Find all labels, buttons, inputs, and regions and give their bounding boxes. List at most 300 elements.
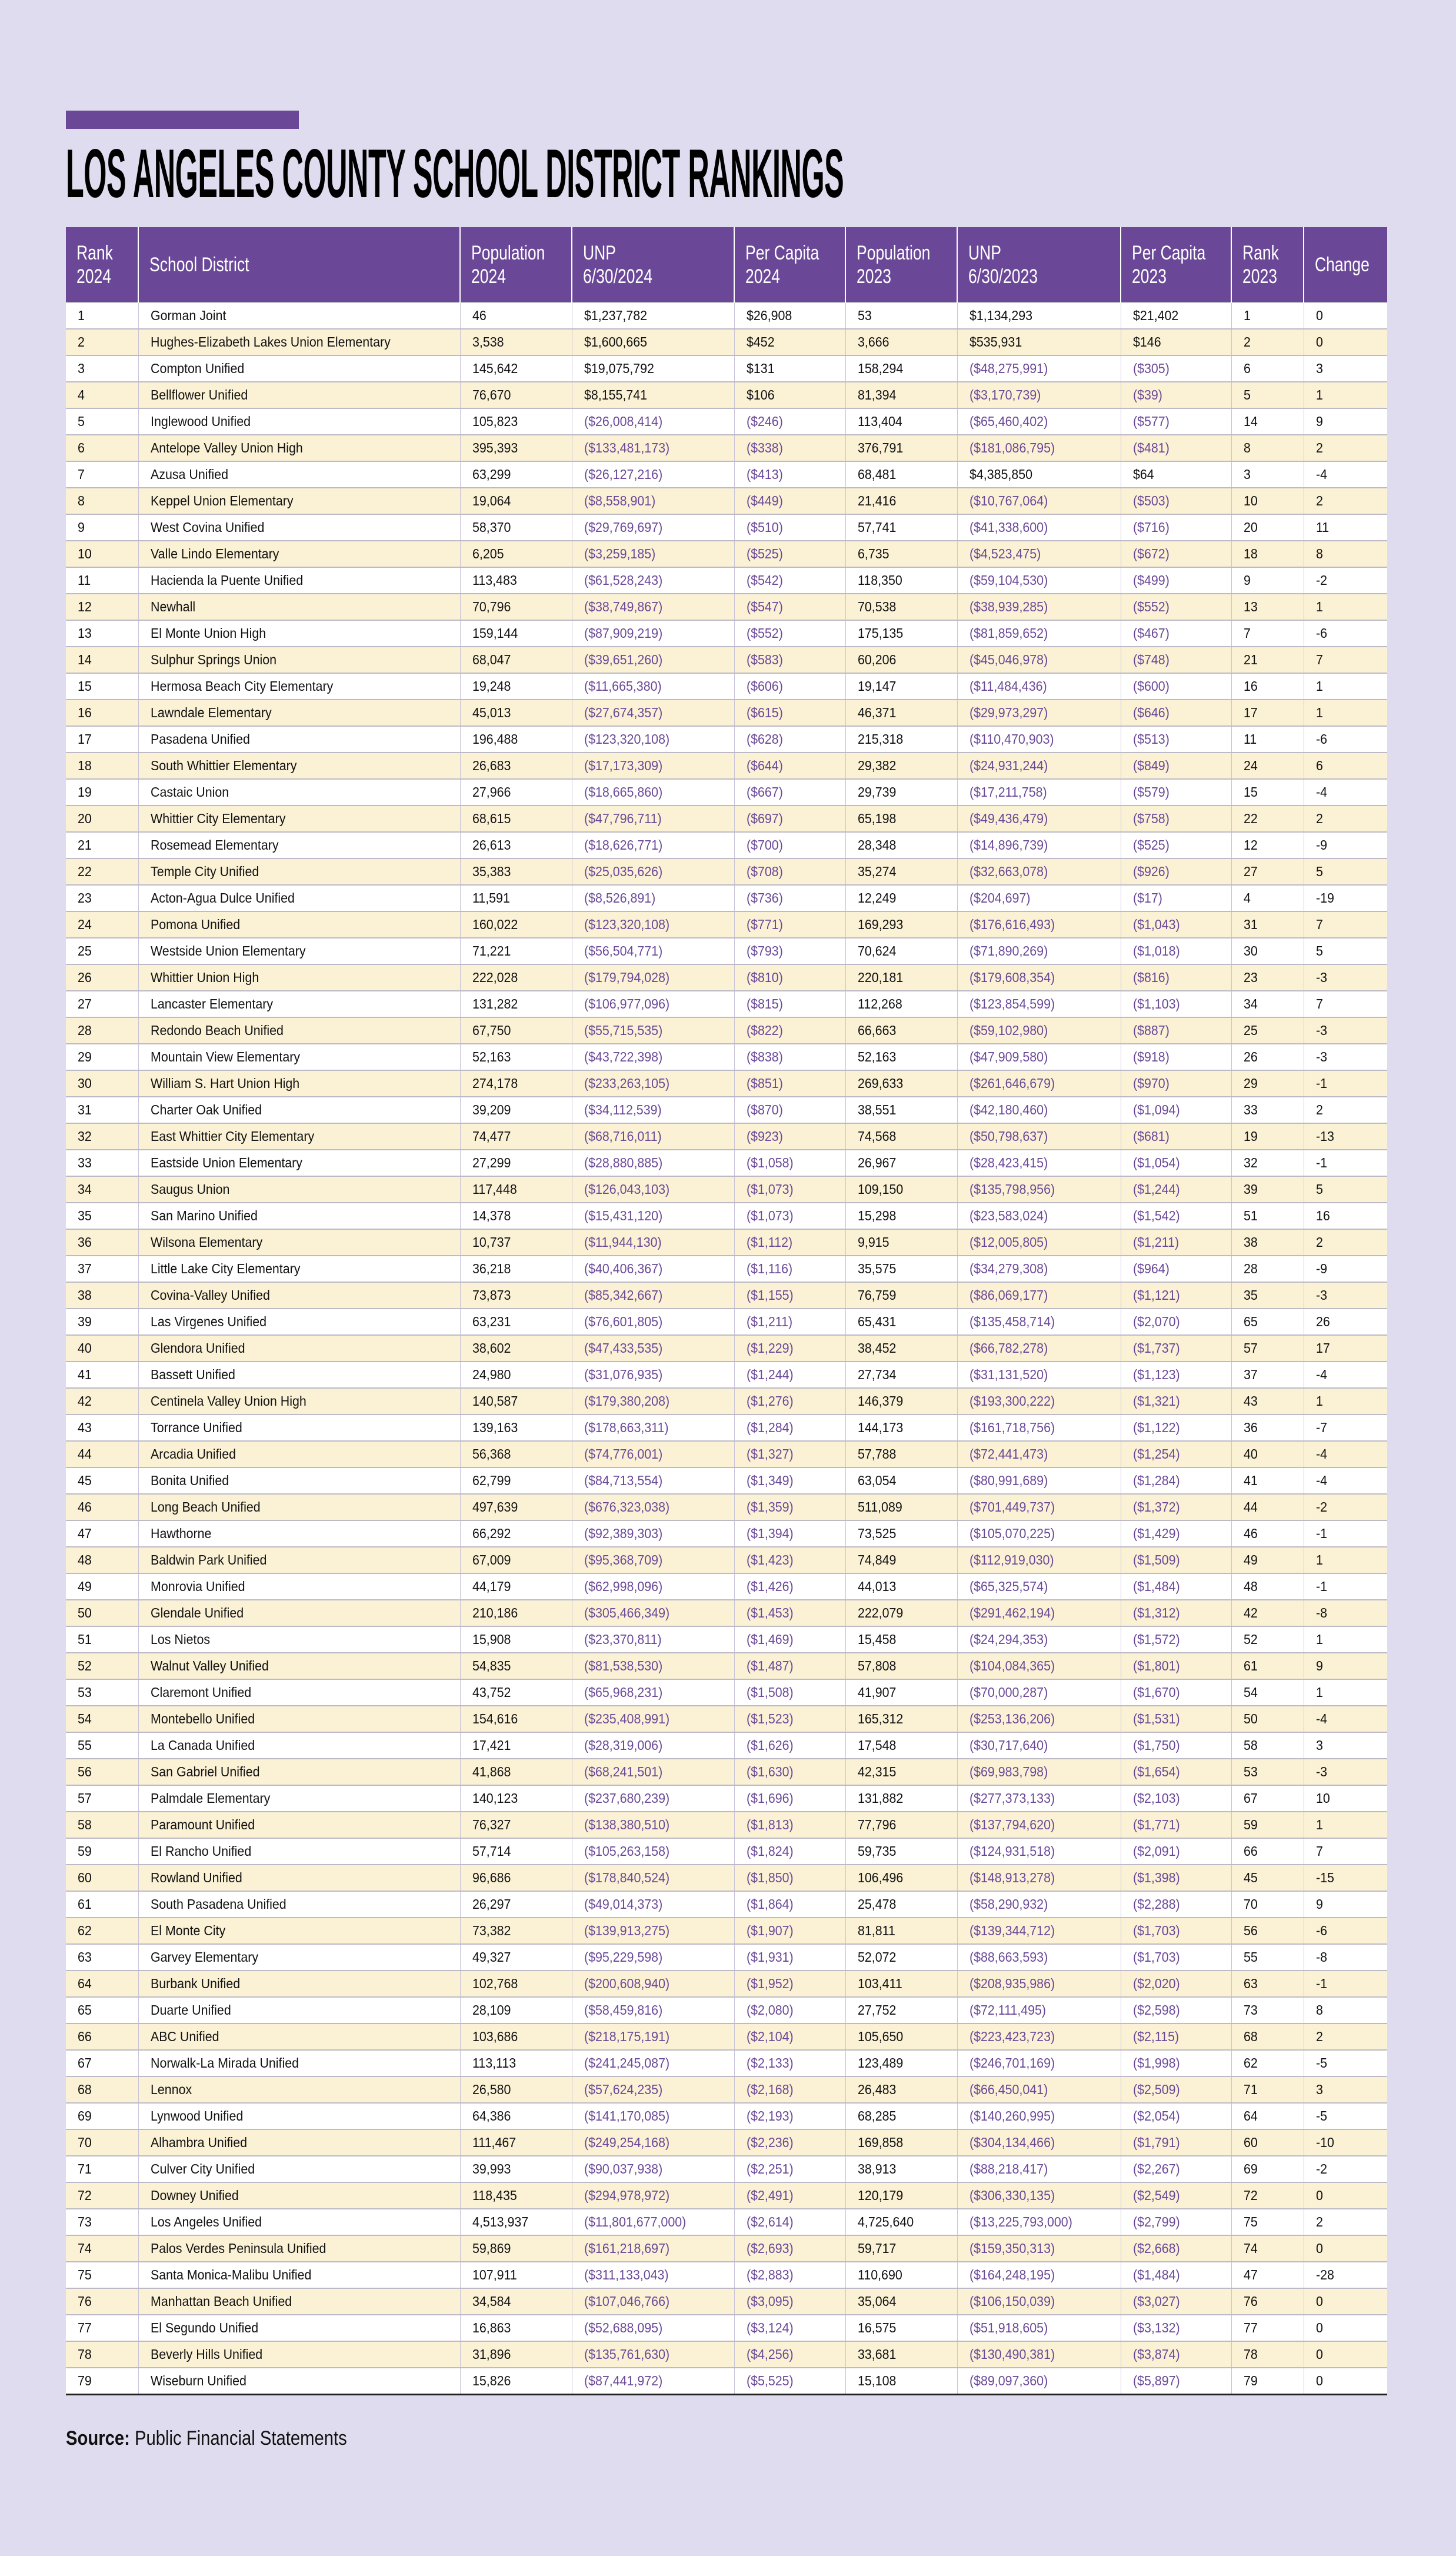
cell-value: ($1,737) [1132,1340,1180,1356]
cell-rank-2024 [66,2341,138,2368]
cell-value: ($14,896,739) [969,837,1048,853]
cell-value: 2 [1315,2214,1323,2229]
cell-value: ($1,696) [746,1790,794,1806]
cell-value: ($1,572) [1132,1632,1180,1647]
cell-rank-2023 [1231,408,1304,435]
cell-per-capita-2024 [734,964,845,991]
cell-rank-2023 [1231,673,1304,700]
cell-unp-2023 [957,1017,1121,1044]
cell-value: 73,525 [857,1526,896,1541]
column-header-rank-2024 [66,227,138,302]
cell-population-2023 [845,700,957,726]
cell-population-2024 [460,1097,572,1123]
cell-value: ($672) [1132,546,1170,561]
cell-value: ($1,254) [1132,1446,1180,1462]
cell-value: ($50,798,637) [969,1129,1048,1144]
cell-school-district [138,726,460,753]
cell-population-2023 [845,302,957,329]
cell-value: 3 [1243,467,1251,482]
table-row [66,1812,1387,1838]
cell-value: 53 [78,1685,92,1700]
cell-school-district [138,1971,460,1997]
cell-value: 3 [1315,361,1323,376]
cell-change [1304,1653,1387,1679]
cell-rank-2024 [66,1865,138,1891]
table-row [66,1653,1387,1679]
cell-rank-2023 [1231,1679,1304,1706]
cell-rank-2024 [66,1282,138,1309]
cell-value: ($1,359) [746,1499,794,1515]
cell-value: 34 [78,1182,92,1197]
cell-unp-2024 [572,1812,734,1838]
cell-rank-2023 [1231,1732,1304,1759]
cell-unp-2024 [572,2129,734,2156]
cell-rank-2024 [66,461,138,488]
cell-value: 42,315 [857,1764,896,1779]
column-header-line1: Rank [1242,241,1279,264]
cell-unp-2023 [957,329,1121,355]
cell-value: ($606) [746,678,783,694]
cell-school-district [138,1017,460,1044]
cell-value: -1 [1315,1976,1327,1991]
cell-value: 81,811 [857,1923,895,1938]
cell-value: William S. Hart Union High [150,1076,299,1091]
cell-per-capita-2023 [1121,2209,1231,2235]
cell-value: ($338) [746,440,783,455]
table-row [66,329,1387,355]
cell-unp-2023 [957,2103,1121,2129]
cell-per-capita-2023 [1121,1123,1231,1150]
cell-rank-2024 [66,2288,138,2315]
cell-value: $4,385,850 [969,467,1032,482]
cell-value: 8 [1315,2002,1323,2018]
cell-value: ($51,918,605) [969,2320,1048,2335]
cell-rank-2023 [1231,594,1304,620]
cell-change [1304,2050,1387,2076]
cell-unp-2024 [572,1494,734,1520]
cell-population-2023 [845,1362,957,1388]
cell-per-capita-2024 [734,673,845,700]
cell-change [1304,964,1387,991]
cell-value: 169,858 [857,2135,903,2150]
cell-population-2023 [845,594,957,620]
cell-rank-2023 [1231,1600,1304,1626]
cell-value: 51 [78,1632,92,1647]
cell-unp-2023 [957,1547,1121,1573]
column-header-per-capita-2024 [734,227,845,302]
cell-value: 52,163 [857,1049,896,1064]
cell-change [1304,2235,1387,2262]
cell-change [1304,647,1387,673]
column-header-line2: 2023 [1132,265,1167,288]
column-header-label [1315,253,1370,277]
cell-change [1304,2076,1387,2103]
cell-value: ($47,433,535) [584,1340,662,1356]
cell-value: ($164,248,195) [969,2267,1055,2282]
cell-school-district [138,1573,460,1600]
table-row [66,1944,1387,1971]
cell-rank-2024 [66,1123,138,1150]
cell-rank-2024 [66,1759,138,1785]
cell-rank-2024 [66,911,138,938]
cell-value: 79 [1243,2373,1258,2388]
cell-value: ($3,170,739) [969,387,1041,402]
table-row [66,1335,1387,1362]
cell-value: 50 [78,1605,92,1620]
cell-value: 72 [1243,2188,1258,2203]
table-row [66,1229,1387,1256]
table-header-row [66,227,1387,302]
cell-value: ($503) [1132,493,1170,508]
cell-rank-2024 [66,2156,138,2182]
cell-value: 2 [1243,334,1251,350]
cell-value: 0 [1315,2188,1323,2203]
cell-value: 58 [78,1817,92,1832]
cell-rank-2023 [1231,1256,1304,1282]
cell-change [1304,594,1387,620]
cell-unp-2023 [957,382,1121,408]
cell-value: 4,513,937 [472,2214,528,2229]
cell-value: 52 [78,1658,92,1673]
cell-unp-2023 [957,488,1121,514]
cell-value: 25 [1243,1023,1258,1038]
cell-rank-2024 [66,1706,138,1732]
cell-rank-2024 [66,1362,138,1388]
cell-rank-2024 [66,1150,138,1176]
cell-per-capita-2023 [1121,2050,1231,2076]
cell-population-2024 [460,408,572,435]
cell-unp-2024 [572,1547,734,1573]
cell-value: 0 [1315,2241,1323,2256]
cell-value: 19,248 [472,678,511,694]
cell-value: 74 [78,2241,92,2256]
cell-school-district [138,1626,460,1653]
cell-unp-2023 [957,620,1121,647]
cell-population-2023 [845,1520,957,1547]
cell-rank-2023 [1231,302,1304,329]
column-header-line1: UNP [583,241,617,264]
cell-school-district [138,2050,460,2076]
cell-school-district [138,2341,460,2368]
cell-per-capita-2023 [1121,1520,1231,1547]
cell-value: ($2,054) [1132,2108,1180,2124]
cell-unp-2024 [572,673,734,700]
cell-value: 123,489 [857,2055,903,2071]
cell-population-2023 [845,1865,957,1891]
cell-value: 63,054 [857,1473,896,1488]
cell-per-capita-2024 [734,1838,845,1865]
cell-population-2024 [460,1203,572,1229]
cell-unp-2024 [572,461,734,488]
cell-value: 32 [1243,1155,1258,1170]
cell-value: Little Lake City Elementary [150,1261,300,1276]
cell-population-2023 [845,567,957,594]
cell-value: 26,297 [472,1896,511,1912]
cell-per-capita-2023 [1121,355,1231,382]
cell-value: ($1,864) [746,1896,794,1912]
cell-unp-2023 [957,1812,1121,1838]
cell-value: 77 [1243,2320,1258,2335]
cell-value: 1 [1315,1632,1323,1647]
cell-value: 44,179 [472,1579,511,1594]
cell-school-district [138,964,460,991]
cell-value: 38,602 [472,1340,511,1356]
table-row [66,1759,1387,1785]
cell-unp-2023 [957,2182,1121,2209]
cell-value: 46 [472,308,487,323]
cell-per-capita-2023 [1121,753,1231,779]
cell-school-district [138,1706,460,1732]
cell-value: 15 [78,678,92,694]
cell-per-capita-2024 [734,1732,845,1759]
cell-value: ($1,429) [1132,1526,1180,1541]
cell-school-district [138,1944,460,1971]
cell-per-capita-2023 [1121,1891,1231,1918]
cell-unp-2024 [572,885,734,911]
cell-population-2023 [845,832,957,858]
cell-change [1304,832,1387,858]
cell-rank-2024 [66,885,138,911]
cell-unp-2024 [572,1415,734,1441]
cell-value: 497,639 [472,1499,518,1515]
cell-population-2024 [460,1335,572,1362]
cell-value: 19,064 [472,493,511,508]
cell-value: El Segundo Unified [150,2320,258,2335]
cell-value: 38,452 [857,1340,896,1356]
table-row [66,2209,1387,2235]
cell-value: ($1,531) [1132,1711,1180,1726]
cell-value: 57 [1243,1340,1258,1356]
cell-value: Pomona Unified [150,917,240,932]
cell-unp-2023 [957,1573,1121,1600]
cell-rank-2023 [1231,1335,1304,1362]
cell-unp-2024 [572,779,734,806]
cell-unp-2024 [572,1573,734,1600]
cell-value: 67 [78,2055,92,2071]
cell-value: ($161,718,756) [969,1420,1055,1435]
cell-unp-2024 [572,832,734,858]
cell-value: 10 [78,546,92,561]
cell-rank-2024 [66,964,138,991]
cell-per-capita-2023 [1121,594,1231,620]
cell-value: 7 [1243,625,1251,641]
cell-value: ($76,601,805) [584,1314,662,1329]
cell-value: ($179,794,028) [584,970,669,985]
cell-rank-2023 [1231,1494,1304,1520]
cell-per-capita-2023 [1121,2182,1231,2209]
column-header-line1: Per Capita [1132,241,1206,264]
cell-value: 28 [78,1023,92,1038]
cell-value: ($233,263,105) [584,1076,669,1091]
cell-value: Claremont Unified [150,1685,251,1700]
cell-value: ($2,091) [1132,1843,1180,1859]
cell-value: 30 [1243,943,1258,958]
cell-value: ($815) [746,996,783,1011]
cell-rank-2023 [1231,1229,1304,1256]
cell-unp-2023 [957,1520,1121,1547]
cell-per-capita-2023 [1121,911,1231,938]
cell-value: 1 [1315,705,1323,720]
cell-value: Hughes-Elizabeth Lakes Union Elementary [150,334,391,350]
cell-value: 145,642 [472,361,518,376]
cell-value: ($56,504,771) [584,943,662,958]
cell-value: 11 [78,573,91,588]
cell-value: ($887) [1132,1023,1170,1038]
cell-per-capita-2023 [1121,1256,1231,1282]
cell-rank-2024 [66,2315,138,2341]
cell-per-capita-2023 [1121,1176,1231,1203]
cell-change [1304,1547,1387,1573]
cell-unp-2023 [957,1785,1121,1812]
cell-change [1304,1070,1387,1097]
cell-school-district [138,2076,460,2103]
cell-unp-2024 [572,2103,734,2129]
cell-value: Wiseburn Unified [150,2373,246,2388]
cell-value: ($57,624,235) [584,2082,662,2097]
cell-value: ($65,460,402) [969,414,1048,429]
cell-value: ($15,431,120) [584,1208,662,1223]
cell-value: 59 [1243,1817,1258,1832]
cell-value: ($2,668) [1132,2241,1180,2256]
cell-value: Long Beach Unified [150,1499,261,1515]
cell-value: 75 [78,2267,92,2282]
cell-unp-2023 [957,2129,1121,2156]
cell-unp-2023 [957,1653,1121,1679]
rankings-table [66,227,1387,2395]
cell-per-capita-2024 [734,620,845,647]
cell-value: ($547) [746,599,783,614]
cell-value: ($851) [746,1076,783,1091]
cell-rank-2023 [1231,1415,1304,1441]
cell-unp-2024 [572,1044,734,1070]
cell-population-2023 [845,753,957,779]
cell-unp-2024 [572,1176,734,1203]
cell-rank-2024 [66,1547,138,1573]
cell-unp-2024 [572,1626,734,1653]
cell-value: 46 [78,1499,92,1515]
cell-per-capita-2024 [734,2182,845,2209]
cell-population-2023 [845,2182,957,2209]
cell-population-2023 [845,2341,957,2368]
cell-population-2024 [460,1785,572,1812]
cell-value: ($40,406,367) [584,1261,662,1276]
cell-value: -1 [1315,1579,1327,1594]
cell-value: 17,548 [857,1738,896,1753]
cell-population-2024 [460,2156,572,2182]
cell-per-capita-2023 [1121,461,1231,488]
cell-per-capita-2023 [1121,1573,1231,1600]
cell-rank-2023 [1231,1547,1304,1573]
cell-population-2024 [460,1388,572,1415]
cell-value: 15,826 [472,2373,511,2388]
cell-value: -8 [1315,1605,1327,1620]
cell-value: ($552) [1132,599,1170,614]
cell-population-2024 [460,620,572,647]
cell-value: 376,791 [857,440,903,455]
cell-value: ($10,767,064) [969,493,1048,508]
cell-unp-2023 [957,673,1121,700]
cell-value: 13 [78,625,92,641]
cell-school-district [138,1256,460,1282]
cell-rank-2024 [66,1838,138,1865]
cell-value: ($758) [1132,811,1170,826]
cell-value: 20 [78,811,92,826]
table-row [66,1838,1387,1865]
cell-value: 140,123 [472,1790,518,1806]
table-row [66,382,1387,408]
column-header-school-district [138,227,460,302]
cell-value: 57,741 [857,520,896,535]
table-row [66,1017,1387,1044]
table-row [66,2156,1387,2182]
cell-population-2023 [845,1415,957,1441]
cell-rank-2024 [66,1203,138,1229]
cell-rank-2023 [1231,1706,1304,1732]
cell-value: 2 [78,334,85,350]
cell-rank-2023 [1231,885,1304,911]
cell-value: ($141,170,085) [584,2108,669,2124]
cell-value: ($39) [1132,387,1162,402]
cell-population-2023 [845,435,957,461]
cell-population-2023 [845,514,957,541]
cell-value: ($1,211) [746,1314,792,1329]
table-row [66,2315,1387,2341]
cell-value: 31 [1243,917,1258,932]
table-row [66,1547,1387,1573]
cell-unp-2023 [957,1467,1121,1494]
cell-population-2024 [460,1017,572,1044]
cell-rank-2023 [1231,832,1304,858]
cell-value: 81,394 [857,387,896,402]
cell-value: 12 [1243,837,1258,853]
cell-value: ($107,046,766) [584,2294,669,2309]
cell-value: 35,274 [857,864,896,879]
cell-value: Rowland Unified [150,1870,242,1885]
column-header-line2: 2024 [745,265,780,288]
cell-value: ($47,796,711) [584,811,662,826]
cell-population-2023 [845,488,957,514]
cell-value: 78 [1243,2347,1258,2362]
cell-value: 23 [1243,970,1258,985]
cell-school-district [138,1441,460,1467]
cell-value: ($1,508) [746,1685,794,1700]
cell-value: 222,028 [472,970,518,985]
cell-rank-2024 [66,1626,138,1653]
cell-value: ($176,616,493) [969,917,1055,932]
cell-per-capita-2023 [1121,647,1231,673]
cell-value: 45 [78,1473,92,1488]
cell-school-district [138,620,460,647]
cell-per-capita-2023 [1121,700,1231,726]
cell-rank-2024 [66,938,138,964]
cell-per-capita-2024 [734,1865,845,1891]
cell-value: ($525) [1132,837,1170,853]
cell-value: ($31,131,520) [969,1367,1048,1382]
cell-value: -1 [1315,1076,1327,1091]
page-title: LOS ANGELES COUNTY SCHOOL DISTRICT RANKINGS [66,135,844,212]
cell-value: 22 [78,864,92,879]
cell-population-2024 [460,1309,572,1335]
cell-value: ($4,256) [746,2347,794,2362]
cell-value: 35 [78,1208,92,1223]
cell-unp-2024 [572,1732,734,1759]
cell-value: ($1,484) [1132,1579,1180,1594]
cell-value: ($179,380,208) [584,1393,669,1409]
cell-change [1304,858,1387,885]
column-header-population-2024 [460,227,572,302]
cell-value: ($291,462,194) [969,1605,1055,1620]
cell-value: 36 [1243,1420,1258,1435]
